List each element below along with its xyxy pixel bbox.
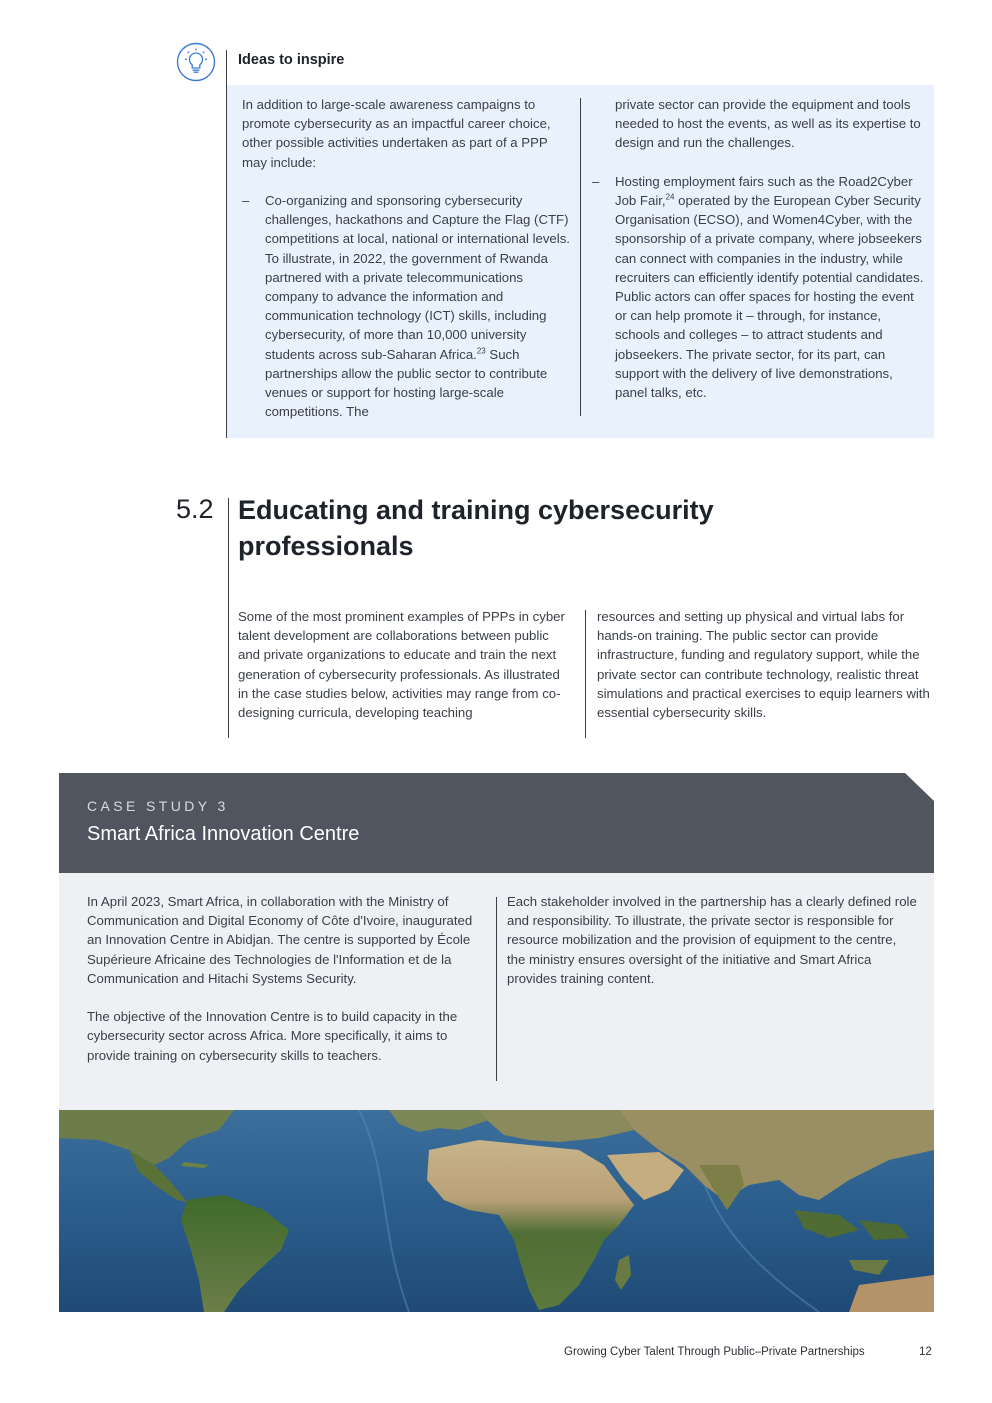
ideas-column-divider (580, 98, 581, 416)
footnote-ref[interactable]: 24 (665, 192, 675, 202)
lightbulb-icon (176, 42, 216, 82)
ideas-column-1 (242, 95, 572, 421)
ideas-title: Ideas to inspire (238, 52, 345, 68)
bullet-1-continuation: private sector can provide the equipment and tools needed to host the events, as well as its expertise to design and run the challenges. (615, 97, 921, 151)
footer-title: Growing Cyber Talent Through Public–Private Partnerships (564, 1346, 865, 1358)
section-column-divider (585, 610, 586, 738)
ideas-column-2 (592, 95, 924, 402)
section-rule (228, 498, 229, 738)
bullet-1-text: Co-organizing and sponsoring cybersecurity challenges, hackathons and Capture the Flag (CTF) competitions at local, national or international levels. To illustrate, in 2022, the government of Rwanda partnered with a private telecommunications company to advance the information and communication technology (ICT) skills, including cybersecurity, of more than 10,000 university students across sub-Saharan Africa. (265, 193, 570, 362)
bullet-1-text-cont: Such partnerships allow the public sector to contribute venues or support for hosting large-scale competitions. The (265, 346, 548, 420)
section-title: Educating and training cybersecurity professionals (238, 495, 714, 561)
case-study-paragraph: In April 2023, Smart Africa, in collaboration with the Ministry of Communication and Digital Economy of Côte d'Ivoire, inaugurated an Innovation Centre in Abidjan. The centre is supported by École Supérieure Africaine des Technologies de l'Information et de la Communication and Hitachi Systems Security. (87, 894, 473, 986)
case-study-paragraph: The objective of the Innovation Centre is to build capacity in the cybersecurity sector across Africa. More specifically, it aims to provide training on cybersecurity skills to teachers. (87, 1009, 458, 1063)
page-number: 12 (919, 1346, 932, 1358)
case-study-column-divider (496, 897, 497, 1081)
ideas-bullet-1 (242, 191, 572, 421)
footnote-ref[interactable]: 23 (476, 346, 486, 356)
bullet-marker: – (242, 193, 250, 208)
section-column-2: resources and setting up physical and virtual labs for hands-on training. The public sector can provide infrastructure, funding and regulatory support, while the private sector can contribute technology, realistic threat simulations and practical exercises to equip learners with essential cybersecurity skills. (597, 609, 930, 721)
ideas-bullet-2 (592, 172, 924, 402)
case-study-column-2 (507, 892, 917, 988)
bullet-2-text: Hosting employment fairs such as the Road2Cyber Job Fair, (615, 173, 913, 208)
world-map-image (59, 1110, 934, 1312)
case-study-paragraph: Each stakeholder involved in the partnership has a clearly defined role and responsibility. To illustrate, the private sector is responsible for resource mobilization and the provision of equipment to the centre, the ministry ensures oversight of the initiative and Smart Africa provides training content. (507, 894, 917, 986)
bullet-marker: – (592, 173, 600, 189)
bullet-2-text-cont: operated by the European Cyber Security Organisation (ECSO), and Women4Cyber, with the sponsorship of a private company, where jobseekers can connect with companies in the industry, while recruiters can efficiently identify potential candidates. Public actors can offer spaces for hosting the event or can help promote it – through, for instance, schools and colleges – to attract students and jobseekers. The private sector, for its part, can support with the delivery of live demonstrations, panel talks, etc. (615, 193, 924, 401)
section-number: 5.2 (176, 494, 214, 524)
case-study-label: CASE STUDY 3 (87, 798, 229, 814)
ideas-intro: In addition to large-scale awareness campaigns to promote cybersecurity as an impactful career choice, other possible activities undertaken as part of a PPP may include: (242, 97, 551, 170)
case-study-title: Smart Africa Innovation Centre (87, 823, 360, 845)
case-study-column-1 (87, 892, 482, 1065)
section-column-1: Some of the most prominent examples of PPPs in cyber talent development are collaborations between public and private organizations to educate and train the next generation of cybersecurity professionals. As illustrated in the case studies below, activities may range from co-designing curricula, developing teaching (238, 609, 565, 721)
